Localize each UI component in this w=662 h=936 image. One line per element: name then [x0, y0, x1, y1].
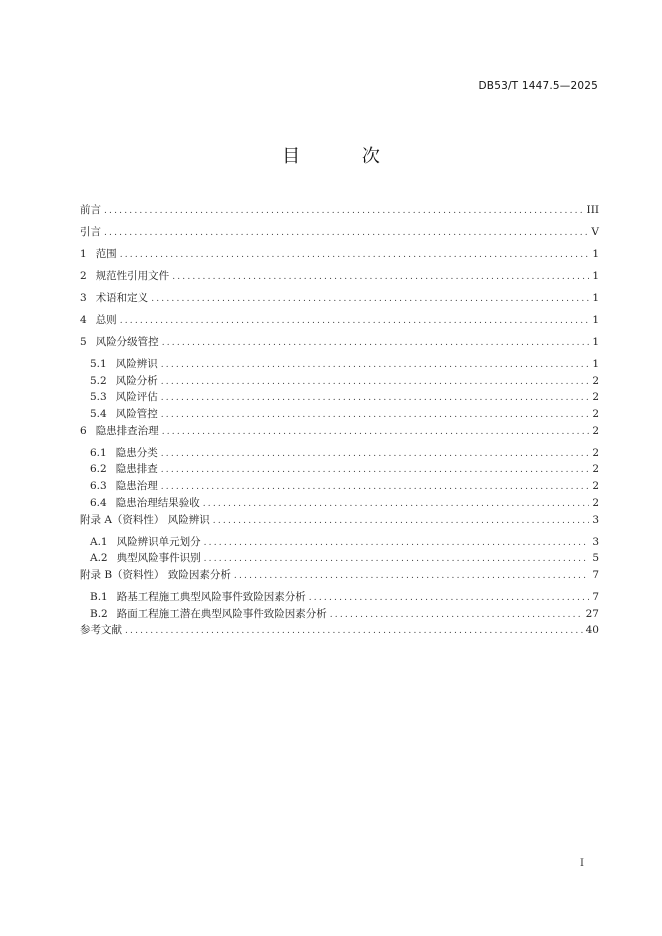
toc-leader-dots [204, 538, 590, 548]
toc-entry-page: 1 [592, 292, 599, 304]
toc-entry-label: 隐患排查治理 [95, 424, 159, 437]
toc-leader-dots [104, 228, 588, 238]
toc-entry-number: 2 [80, 270, 87, 282]
toc-leader-dots [203, 499, 590, 509]
toc-entry-page: 7 [592, 590, 599, 603]
toc-entry-number: 3 [80, 292, 87, 304]
toc-entry[interactable] [80, 290, 599, 312]
toc-entry-page: 2 [592, 480, 599, 493]
toc-entry-label: 隐患治理结果验收 [115, 496, 200, 509]
table-of-contents [80, 202, 599, 644]
toc-entry[interactable] [80, 445, 599, 462]
toc-entry-label: 风险辨识 [115, 358, 158, 370]
toc-leader-dots [104, 206, 584, 216]
toc-entry[interactable] [80, 389, 599, 406]
toc-leader-dots [125, 626, 583, 636]
toc-entry[interactable] [80, 224, 599, 246]
toc-entry[interactable] [80, 478, 599, 495]
toc-entry-page: 27 [585, 607, 599, 620]
toc-entry-number: 6.3 [90, 480, 107, 493]
toc-leader-dots [161, 377, 590, 387]
toc-entry-page: 2 [592, 408, 599, 421]
toc-entry-number: A.1 [90, 535, 108, 548]
toc-leader-dots [309, 593, 590, 603]
toc-entry-label: 规范性引用文件 [95, 270, 170, 282]
toc-entry-label: 范围 [95, 248, 117, 260]
toc-entry-number: 5.4 [90, 408, 107, 421]
toc-entry-page: 3 [592, 535, 599, 548]
toc-entry-page: V [591, 226, 599, 238]
toc-entry[interactable] [80, 373, 599, 390]
toc-entry-label: 隐患治理 [115, 480, 158, 493]
toc-entry[interactable] [80, 534, 599, 551]
toc-entry-page: 1 [592, 270, 599, 282]
toc-entry-page: 2 [592, 424, 599, 437]
toc-leader-dots [161, 393, 590, 403]
toc-entry-number: B.1 [90, 590, 108, 603]
toc-entry-number: 5.3 [90, 391, 107, 404]
toc-entry[interactable] [80, 606, 599, 623]
toc-entry-label: 风险辨识单元划分 [116, 535, 201, 548]
toc-entry-number: 6.1 [90, 446, 107, 459]
toc-entry-number: A.2 [90, 552, 108, 565]
toc-leader-dots [161, 449, 590, 459]
toc-entry[interactable] [80, 406, 599, 423]
toc-entry-number: 6.2 [90, 463, 107, 476]
toc-entry[interactable] [80, 589, 599, 606]
toc-entry-label: 风险管控 [115, 408, 158, 421]
toc-entry-page: 2 [592, 463, 599, 476]
toc-entry-page: 1 [592, 314, 599, 326]
toc-entry-number: 5 [80, 336, 87, 348]
toc-leader-dots [120, 250, 590, 260]
toc-entry[interactable] [80, 550, 599, 567]
toc-entry[interactable] [80, 334, 599, 356]
toc-leader-dots [162, 427, 590, 437]
toc-entry[interactable] [80, 461, 599, 478]
toc-entry-label: 附录 A（资料性） 风险辨识 [80, 513, 210, 526]
toc-entry-page: 2 [592, 391, 599, 404]
document-code: DB53/T 1447.5—2025 [478, 80, 598, 92]
toc-leader-dots [330, 610, 583, 620]
toc-entry-label: 总则 [95, 314, 117, 326]
toc-entry-label: 风险分级管控 [95, 336, 159, 348]
toc-entry-number: 6 [80, 424, 87, 437]
toc-entry-label: 风险评估 [115, 391, 158, 404]
toc-leader-dots [234, 571, 589, 581]
toc-entry-label: 术语和定义 [95, 292, 149, 304]
toc-entry-label: 路基工程施工典型风险事件致险因素分析 [116, 590, 306, 603]
toc-entry-label: 风险分析 [115, 374, 158, 387]
toc-entry[interactable] [80, 567, 599, 589]
toc-entry-label: 参考文献 [80, 624, 122, 637]
toc-leader-dots [161, 482, 590, 492]
toc-entry-page: 7 [592, 568, 599, 581]
toc-leader-dots [204, 554, 590, 564]
toc-entry[interactable] [80, 622, 599, 644]
toc-entry-label: 引言 [80, 226, 101, 238]
toc-leader-dots [120, 316, 590, 326]
toc-entry-page: 2 [592, 374, 599, 387]
toc-entry-page: 1 [592, 358, 599, 370]
toc-leader-dots [151, 294, 589, 304]
toc-entry-number: 6.4 [90, 496, 107, 509]
toc-leader-dots [162, 338, 590, 348]
toc-entry-page: 2 [592, 496, 599, 509]
toc-entry[interactable] [80, 512, 599, 534]
toc-entry-page: 1 [592, 336, 599, 348]
toc-entry-number: 4 [80, 314, 87, 326]
toc-entry-page: 5 [592, 552, 599, 565]
toc-entry-number: 5.1 [90, 358, 107, 370]
toc-entry-label: 隐患排查 [115, 463, 158, 476]
toc-entry[interactable] [80, 268, 599, 290]
toc-entry-number: 5.2 [90, 374, 107, 387]
toc-entry-label: 前言 [80, 204, 101, 216]
toc-entry-number: B.2 [90, 607, 108, 620]
toc-entry[interactable] [80, 312, 599, 334]
toc-entry-label: 路面工程施工潜在典型风险事件致险因素分析 [116, 607, 327, 620]
page-number: I [580, 858, 584, 869]
toc-entry[interactable] [80, 423, 599, 445]
toc-leader-dots [161, 465, 590, 475]
toc-leader-dots [161, 360, 590, 370]
toc-leader-dots [213, 516, 590, 526]
toc-entry-page: 1 [592, 248, 599, 260]
toc-entry-page: 40 [585, 624, 599, 637]
toc-entry[interactable] [80, 202, 599, 224]
toc-entry-page: III [586, 204, 599, 216]
toc-entry[interactable] [80, 495, 599, 512]
toc-leader-dots [172, 272, 589, 282]
toc-entry-number: 1 [80, 248, 87, 260]
toc-entry-page: 3 [592, 513, 599, 526]
toc-entry[interactable] [80, 356, 599, 373]
toc-entry-page: 2 [592, 446, 599, 459]
toc-entry-label: 附录 B（资料性） 致险因素分析 [80, 568, 231, 581]
toc-leader-dots [161, 410, 590, 420]
toc-entry-label: 典型风险事件识别 [116, 552, 201, 565]
toc-entry[interactable] [80, 246, 599, 268]
toc-entry-label: 隐患分类 [115, 446, 158, 459]
page-title: 目 次 [282, 146, 408, 167]
